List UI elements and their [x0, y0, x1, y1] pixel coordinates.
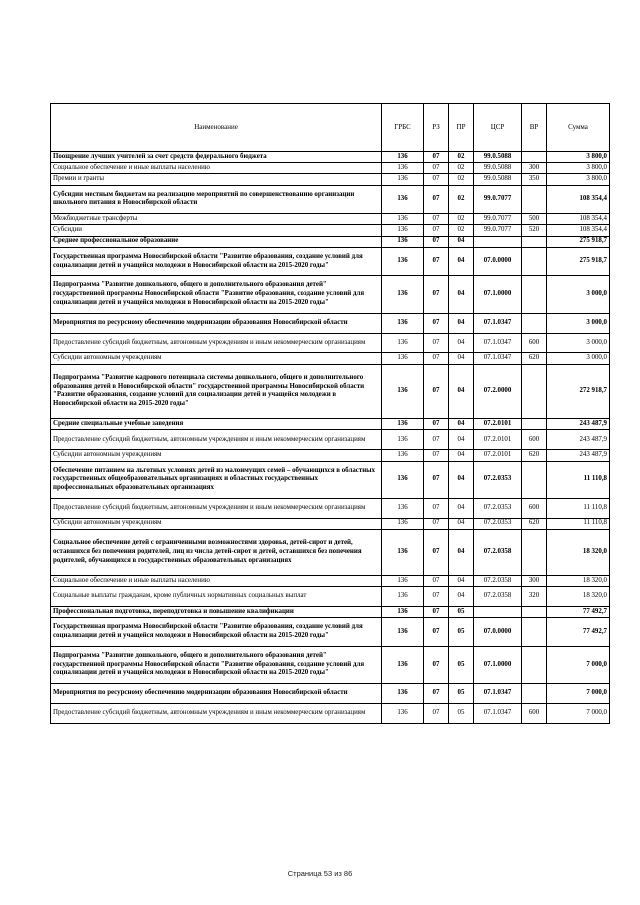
row-rz: 07: [424, 618, 449, 647]
table-row: [51, 313, 610, 333]
row-pr: 05: [449, 646, 474, 683]
row-vr: [522, 152, 547, 163]
row-sum: 108 354,4: [547, 214, 610, 225]
row-csr: 07.2.0101: [474, 450, 522, 461]
row-sum: 7 000,0: [547, 646, 610, 683]
row-rz: 07: [424, 529, 449, 575]
table-row: [51, 498, 610, 518]
row-rz: 07: [424, 646, 449, 683]
row-rz: 07: [424, 575, 449, 586]
row-sum: 272 918,7: [547, 364, 610, 419]
table-row: [51, 276, 610, 313]
table-row: [51, 587, 610, 607]
row-grbs: 136: [382, 152, 424, 163]
row-name: Социальные выплаты гражданам, кроме публичных нормативных социальных выплат: [51, 587, 382, 607]
row-sum: 3 800,0: [547, 152, 610, 163]
row-grbs: 136: [382, 214, 424, 225]
table-row: [51, 430, 610, 450]
row-pr: 04: [449, 313, 474, 333]
row-sum: 3 000,0: [547, 333, 610, 353]
table-row: [51, 174, 610, 185]
table-row: [51, 450, 610, 461]
table-row: [51, 333, 610, 353]
row-grbs: 136: [382, 618, 424, 647]
row-csr: [474, 606, 522, 617]
row-vr: 300: [522, 575, 547, 586]
row-vr: [522, 529, 547, 575]
row-vr: 620: [522, 450, 547, 461]
row-csr: 07.1.0347: [474, 353, 522, 364]
row-pr: 02: [449, 225, 474, 236]
row-pr: 02: [449, 152, 474, 163]
row-sum: 77 492,7: [547, 618, 610, 647]
row-vr: [522, 276, 547, 313]
row-vr: 600: [522, 333, 547, 353]
row-csr: 07.2.0358: [474, 575, 522, 586]
row-sum: 11 110,8: [547, 461, 610, 498]
table-row: [51, 575, 610, 586]
table-row: [51, 247, 610, 276]
row-csr: 07.1.0347: [474, 684, 522, 704]
row-vr: [522, 461, 547, 498]
row-name: Субсидии: [51, 225, 382, 236]
row-csr: 07.2.0358: [474, 587, 522, 607]
row-pr: 02: [449, 174, 474, 185]
row-pr: 04: [449, 247, 474, 276]
row-pr: 05: [449, 703, 474, 723]
row-pr: 04: [449, 587, 474, 607]
row-rz: 07: [424, 185, 449, 214]
row-rz: 07: [424, 236, 449, 247]
row-vr: [522, 606, 547, 617]
row-vr: [522, 646, 547, 683]
row-grbs: 136: [382, 450, 424, 461]
row-vr: [522, 618, 547, 647]
row-grbs: 136: [382, 529, 424, 575]
row-rz: 07: [424, 461, 449, 498]
page-footer: Страница 53 из 86: [287, 869, 353, 878]
row-pr: 04: [449, 236, 474, 247]
row-name: Предоставление субсидий бюджетным, автономным учреждениям и иным некоммерческим организациям: [51, 703, 382, 723]
row-sum: 11 110,8: [547, 498, 610, 518]
row-pr: 04: [449, 276, 474, 313]
row-vr: 500: [522, 214, 547, 225]
budget-table: [50, 103, 610, 724]
row-pr: 04: [449, 333, 474, 353]
row-csr: 99.0.5088: [474, 174, 522, 185]
row-sum: 77 492,7: [547, 606, 610, 617]
row-name: Государственная программа Новосибирской области "Развитие образования, создание условий для социализации детей и учащейся молодежи в Новосибирской области на 2015-2020 годы": [51, 618, 382, 647]
row-sum: 243 487,9: [547, 430, 610, 450]
row-grbs: 136: [382, 247, 424, 276]
row-rz: 07: [424, 247, 449, 276]
row-sum: 108 354,4: [547, 225, 610, 236]
row-sum: 18 320,0: [547, 529, 610, 575]
row-csr: 07.2.0358: [474, 529, 522, 575]
row-name: Поощрение лучших учителей за счет средств федерального бюджета: [51, 152, 382, 163]
row-grbs: 136: [382, 185, 424, 214]
row-rz: 07: [424, 152, 449, 163]
row-sum: 243 487,9: [547, 450, 610, 461]
row-vr: [522, 364, 547, 419]
row-pr: 05: [449, 606, 474, 617]
row-pr: 05: [449, 618, 474, 647]
row-csr: [474, 236, 522, 247]
row-vr: 600: [522, 498, 547, 518]
row-csr: 07.1.0000: [474, 276, 522, 313]
row-sum: 3 000,0: [547, 276, 610, 313]
row-grbs: 136: [382, 430, 424, 450]
row-pr: 04: [449, 529, 474, 575]
row-grbs: 136: [382, 518, 424, 529]
row-sum: 3 000,0: [547, 313, 610, 333]
row-vr: [522, 247, 547, 276]
header-grbs: ГРБС: [382, 104, 424, 152]
row-pr: 04: [449, 450, 474, 461]
row-csr: 07.2.0353: [474, 461, 522, 498]
header-csr: ЦСР: [474, 104, 522, 152]
row-name: Социальное обеспечение и иные выплаты населению: [51, 575, 382, 586]
row-rz: 07: [424, 313, 449, 333]
row-name: Государственная программа Новосибирской области "Развитие образования, создание условий для социализации детей и учащейся молодежи в Новосибирской области на 2015-2020 годы": [51, 247, 382, 276]
row-sum: 18 320,0: [547, 575, 610, 586]
row-grbs: 136: [382, 163, 424, 174]
row-csr: 07.1.0347: [474, 703, 522, 723]
row-csr: 99.0.5088: [474, 152, 522, 163]
row-csr: 07.2.0101: [474, 430, 522, 450]
row-sum: 7 000,0: [547, 684, 610, 704]
row-vr: 620: [522, 353, 547, 364]
row-grbs: 136: [382, 684, 424, 704]
row-grbs: 136: [382, 461, 424, 498]
row-pr: 04: [449, 430, 474, 450]
row-name: Средние специальные учебные заведения: [51, 419, 382, 430]
row-rz: 07: [424, 163, 449, 174]
row-name: Предоставление субсидий бюджетным, автономным учреждениям и иным некоммерческим организациям: [51, 498, 382, 518]
row-pr: 02: [449, 163, 474, 174]
table-row: [51, 518, 610, 529]
row-name: Профессиональная подготовка, переподготовка и повышение квалификации: [51, 606, 382, 617]
row-grbs: 136: [382, 587, 424, 607]
row-rz: 07: [424, 703, 449, 723]
row-rz: 07: [424, 498, 449, 518]
row-name: Субсидии автономным учреждениям: [51, 450, 382, 461]
row-pr: 04: [449, 498, 474, 518]
row-sum: 275 918,7: [547, 247, 610, 276]
row-pr: 04: [449, 575, 474, 586]
row-rz: 07: [424, 518, 449, 529]
row-grbs: 136: [382, 606, 424, 617]
row-name: Межбюджетные трансферты: [51, 214, 382, 225]
row-pr: 04: [449, 364, 474, 419]
row-vr: 600: [522, 703, 547, 723]
row-grbs: 136: [382, 174, 424, 185]
row-rz: 07: [424, 684, 449, 704]
table-header-row: [51, 104, 610, 152]
row-name: Среднее профессиональное образование: [51, 236, 382, 247]
row-pr: 04: [449, 353, 474, 364]
row-sum: 3 800,0: [547, 163, 610, 174]
row-rz: 07: [424, 364, 449, 419]
row-sum: 18 320,0: [547, 587, 610, 607]
row-csr: 99.0.7077: [474, 185, 522, 214]
row-sum: 275 918,7: [547, 236, 610, 247]
row-csr: 07.1.0347: [474, 333, 522, 353]
row-csr: 07.0.0000: [474, 247, 522, 276]
table-row: [51, 606, 610, 617]
row-grbs: 136: [382, 646, 424, 683]
row-rz: 07: [424, 353, 449, 364]
row-vr: 320: [522, 587, 547, 607]
table-row: [51, 618, 610, 647]
row-name: Предоставление субсидий бюджетным, автономным учреждениям и иным некоммерческим организациям: [51, 430, 382, 450]
row-name: Обеспечение питанием на льготных условиях детей из малоимущих семей – обучающихся в областных государственных общеобразовательных организациях и областных государственных профессиональных образовательных организациях: [51, 461, 382, 498]
row-grbs: 136: [382, 225, 424, 236]
row-pr: 02: [449, 214, 474, 225]
row-csr: 07.2.0000: [474, 364, 522, 419]
row-csr: 07.2.0353: [474, 498, 522, 518]
row-vr: 300: [522, 163, 547, 174]
table-row: [51, 364, 610, 419]
row-rz: 07: [424, 450, 449, 461]
row-grbs: 136: [382, 276, 424, 313]
row-rz: 07: [424, 174, 449, 185]
row-name: Премии и гранты: [51, 174, 382, 185]
header-rz: РЗ: [424, 104, 449, 152]
row-pr: 04: [449, 419, 474, 430]
row-csr: 99.0.7077: [474, 214, 522, 225]
row-rz: 07: [424, 606, 449, 617]
row-csr: 07.1.0347: [474, 313, 522, 333]
header-sum: Сумма: [547, 104, 610, 152]
row-pr: 05: [449, 684, 474, 704]
row-pr: 04: [449, 518, 474, 529]
header-name: Наименование: [51, 104, 382, 152]
header-pr: ПР: [449, 104, 474, 152]
row-rz: 07: [424, 587, 449, 607]
row-rz: 07: [424, 225, 449, 236]
row-name: Субсидии автономным учреждениям: [51, 353, 382, 364]
row-name: Субсидии местным бюджетам на реализацию мероприятий по совершенствованию организации школьного питания в Новосибирской области: [51, 185, 382, 214]
row-pr: 04: [449, 461, 474, 498]
table-row: [51, 646, 610, 683]
row-name: Социальное обеспечение и иные выплаты населению: [51, 163, 382, 174]
row-grbs: 136: [382, 364, 424, 419]
row-vr: [522, 313, 547, 333]
row-name: Подпрограмма "Развитие дошкольного, общего и дополнительного образования детей" государственной программы Новосибирской области "Развитие образования, создание условий для социализации детей и учащейся молодежи в Новосибирской области на 2015-2020 годы": [51, 646, 382, 683]
row-name: Подпрограмма "Развитие кадрового потенциала системы дошкольного, общего и дополнительного образования детей в Новосибирской области" государственной программы Новосибирской области "Развитие образования, создание условий для социализации детей и учащейся молодежи в Новосибирской области на 2015-2020 годы": [51, 364, 382, 419]
row-sum: 3 000,0: [547, 353, 610, 364]
row-vr: 620: [522, 518, 547, 529]
row-grbs: 136: [382, 313, 424, 333]
row-csr: 07.2.0353: [474, 518, 522, 529]
row-sum: 11 110,8: [547, 518, 610, 529]
row-sum: 243 487,9: [547, 419, 610, 430]
row-grbs: 136: [382, 575, 424, 586]
row-grbs: 136: [382, 353, 424, 364]
table-body: [51, 152, 610, 724]
table-row: [51, 529, 610, 575]
row-rz: 07: [424, 430, 449, 450]
table-row: [51, 185, 610, 214]
row-vr: [522, 684, 547, 704]
row-csr: 99.0.7077: [474, 225, 522, 236]
row-grbs: 136: [382, 236, 424, 247]
row-name: Мероприятия по ресурсному обеспечению модернизации образования Новосибирской области: [51, 313, 382, 333]
row-rz: 07: [424, 419, 449, 430]
row-name: Субсидии автономным учреждениям: [51, 518, 382, 529]
row-vr: [522, 419, 547, 430]
row-vr: 350: [522, 174, 547, 185]
row-csr: 07.2.0101: [474, 419, 522, 430]
row-grbs: 136: [382, 703, 424, 723]
table-row: [51, 703, 610, 723]
table-row: [51, 419, 610, 430]
table-row: [51, 461, 610, 498]
row-grbs: 136: [382, 333, 424, 353]
row-grbs: 136: [382, 419, 424, 430]
row-name: Социальное обеспечение детей с ограниченными возможностями здоровья, детей-сирот и детей, оставшихся без попечения родителей, лиц из числа детей-сирот и детей, оставшихся без попечения родителей, обучающихся в государственных образовательных организациях: [51, 529, 382, 575]
table-row: [51, 152, 610, 163]
row-grbs: 136: [382, 498, 424, 518]
row-csr: 07.0.0000: [474, 618, 522, 647]
row-pr: 02: [449, 185, 474, 214]
row-vr: [522, 185, 547, 214]
row-name: Подпрограмма "Развитие дошкольного, общего и дополнительного образования детей" государственной программы Новосибирской области "Развитие образования, создание условий для социализации детей и учащейся молодежи в Новосибирской области на 2015-2020 годы": [51, 276, 382, 313]
table-row: [51, 163, 610, 174]
row-sum: 7 000,0: [547, 703, 610, 723]
row-rz: 07: [424, 333, 449, 353]
header-vr: ВР: [522, 104, 547, 152]
row-csr: 07.1.0000: [474, 646, 522, 683]
row-vr: [522, 236, 547, 247]
row-rz: 07: [424, 214, 449, 225]
table-row: [51, 353, 610, 364]
table-row: [51, 236, 610, 247]
row-name: Мероприятия по ресурсному обеспечению модернизации образования Новосибирской области: [51, 684, 382, 704]
row-name: Предоставление субсидий бюджетным, автономным учреждениям и иным некоммерческим организациям: [51, 333, 382, 353]
row-vr: 600: [522, 430, 547, 450]
row-rz: 07: [424, 276, 449, 313]
row-sum: 3 800,0: [547, 174, 610, 185]
table-row: [51, 214, 610, 225]
table-row: [51, 684, 610, 704]
row-sum: 108 354,4: [547, 185, 610, 214]
row-csr: 99.0.5088: [474, 163, 522, 174]
table-row: [51, 225, 610, 236]
row-vr: 520: [522, 225, 547, 236]
